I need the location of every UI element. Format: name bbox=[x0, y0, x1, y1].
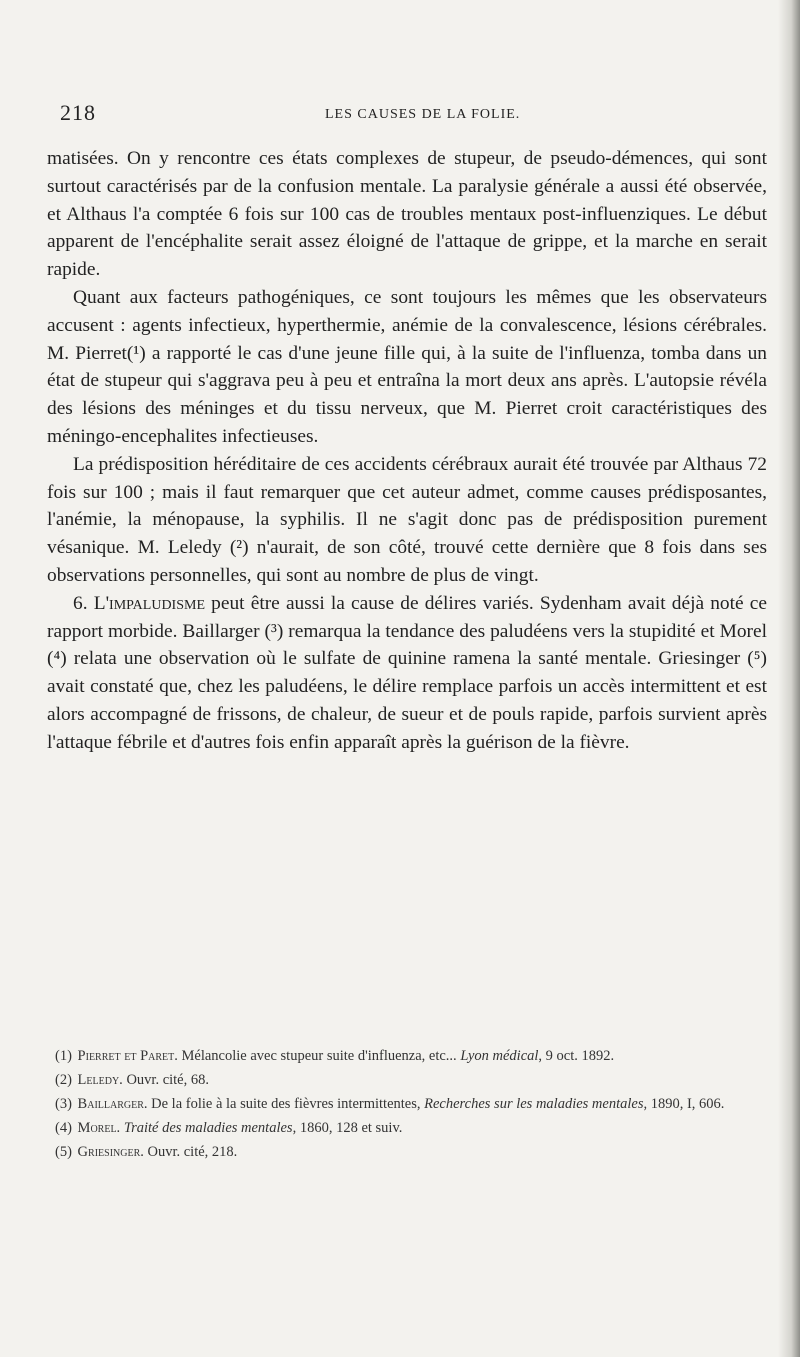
footnote-text: Ouvr. cité, 218. bbox=[143, 1144, 238, 1160]
footnotes bbox=[47, 1044, 767, 1164]
footnote-number: (1) bbox=[55, 1048, 72, 1064]
footnote bbox=[47, 1068, 767, 1092]
page-edge-shadow bbox=[778, 0, 800, 1357]
paragraph-4 bbox=[47, 590, 767, 757]
paragraph-4-text: peut être aussi la cause de délires variés. Sydenham avait déjà noté ce rapport morbide. Baillarger (³) remarqua la tendance des paludéens vers la stupidité et Morel (⁴) relata une observation où le sulfate de quinine ramena la santé mentale. Griesinger (⁵) avait constaté que, chez les paludéens, le délire remplace parfois un accès intermittent et est alors accompagné de frissons, de chaleur, de sueur et de pouls rapide, parfois survient après l'attaque fébrile et d'autres fois enfin apparaît après la guérison de la fièvre. bbox=[47, 592, 768, 753]
paragraph-4-lead: 6. bbox=[73, 592, 94, 614]
paragraph-3: La prédisposition héréditaire de ces accidents cérébraux aurait été trouvée par Althaus 72 fois sur 100 ; mais il faut remarquer que cet auteur admet, comme causes prédisposantes, l'anémie, la ménopause, la syphilis. Il ne s'agit donc pas de prédisposition purement vésanique. M. Leledy (²) n'aurait, de son côté, trouvé cette dernière que 8 fois dans ses observations personnelles, qui sont au nombre de plus de vingt. bbox=[47, 453, 767, 586]
footnote-title: Lyon médical bbox=[460, 1048, 539, 1064]
paragraph-1: matisées. On y rencontre ces états complexes de stupeur, de pseudo-démences, qui sont surtout caractérisés par de la confusion mentale. La paralysie générale a aussi été observée, et Althaus l'a comptée 6 fois sur 100 cas de troubles mentaux post-influenziques. Le début apparent de l'encéphalite serait assez éloigné de l'attaque de grippe, et la marche en serait rapide. bbox=[47, 148, 767, 281]
page-number: 218 bbox=[60, 100, 96, 125]
footnote-tail: , 1890, I, 606. bbox=[643, 1096, 725, 1112]
footnote-number: (4) bbox=[55, 1120, 72, 1136]
section-keyword: L'impaludisme bbox=[93, 592, 205, 614]
footnote bbox=[47, 1116, 767, 1140]
footnote-author: Leledy. bbox=[77, 1072, 123, 1088]
footnote-text: Ouvr. cité, 68. bbox=[122, 1072, 209, 1088]
footnote-tail: , 9 oct. 1892. bbox=[538, 1048, 615, 1064]
body-text bbox=[47, 145, 767, 757]
footnote-author: Morel. bbox=[77, 1120, 121, 1136]
footnote-number: (3) bbox=[55, 1096, 72, 1112]
page-header bbox=[60, 100, 770, 140]
running-title: LES CAUSES DE LA FOLIE. bbox=[325, 107, 521, 122]
footnote-title: Recherches sur les maladies mentales bbox=[424, 1096, 644, 1112]
footnote-author: Baillarger. bbox=[77, 1096, 148, 1112]
footnote-author: Griesinger. bbox=[77, 1144, 144, 1160]
footnote-number: (2) bbox=[55, 1072, 72, 1088]
footnote-tail: , 1860, 128 et suiv. bbox=[292, 1120, 403, 1136]
footnote-text: Mélancolie avec stupeur suite d'influenza, etc... bbox=[177, 1048, 461, 1064]
footnote-title: Traité des maladies mentales bbox=[123, 1120, 293, 1136]
paragraph-2: Quant aux facteurs pathogéniques, ce sont toujours les mêmes que les observateurs accusent : agents infectieux, hyperthermie, anémie de la convalescence, lésions cérébrales. M. Pierret(¹) a rapporté le cas d'une jeune fille qui, à la suite de l'influenza, tomba dans un état de stupeur qui s'aggrava peu à peu et entraîna la mort deux ans après. L'autopsie révéla des lésions des méninges et du tissu nerveux, que M. Pierret croit caractéristiques des méningo-encephalites infectieuses. bbox=[47, 286, 767, 447]
footnote bbox=[47, 1140, 767, 1164]
footnote-number: (5) bbox=[55, 1144, 72, 1160]
footnote bbox=[47, 1092, 767, 1116]
footnote bbox=[47, 1044, 767, 1068]
footnote-text: De la folie à la suite des fièvres intermittentes, bbox=[147, 1096, 425, 1112]
footnote-author: Pierret et Paret. bbox=[77, 1048, 178, 1064]
